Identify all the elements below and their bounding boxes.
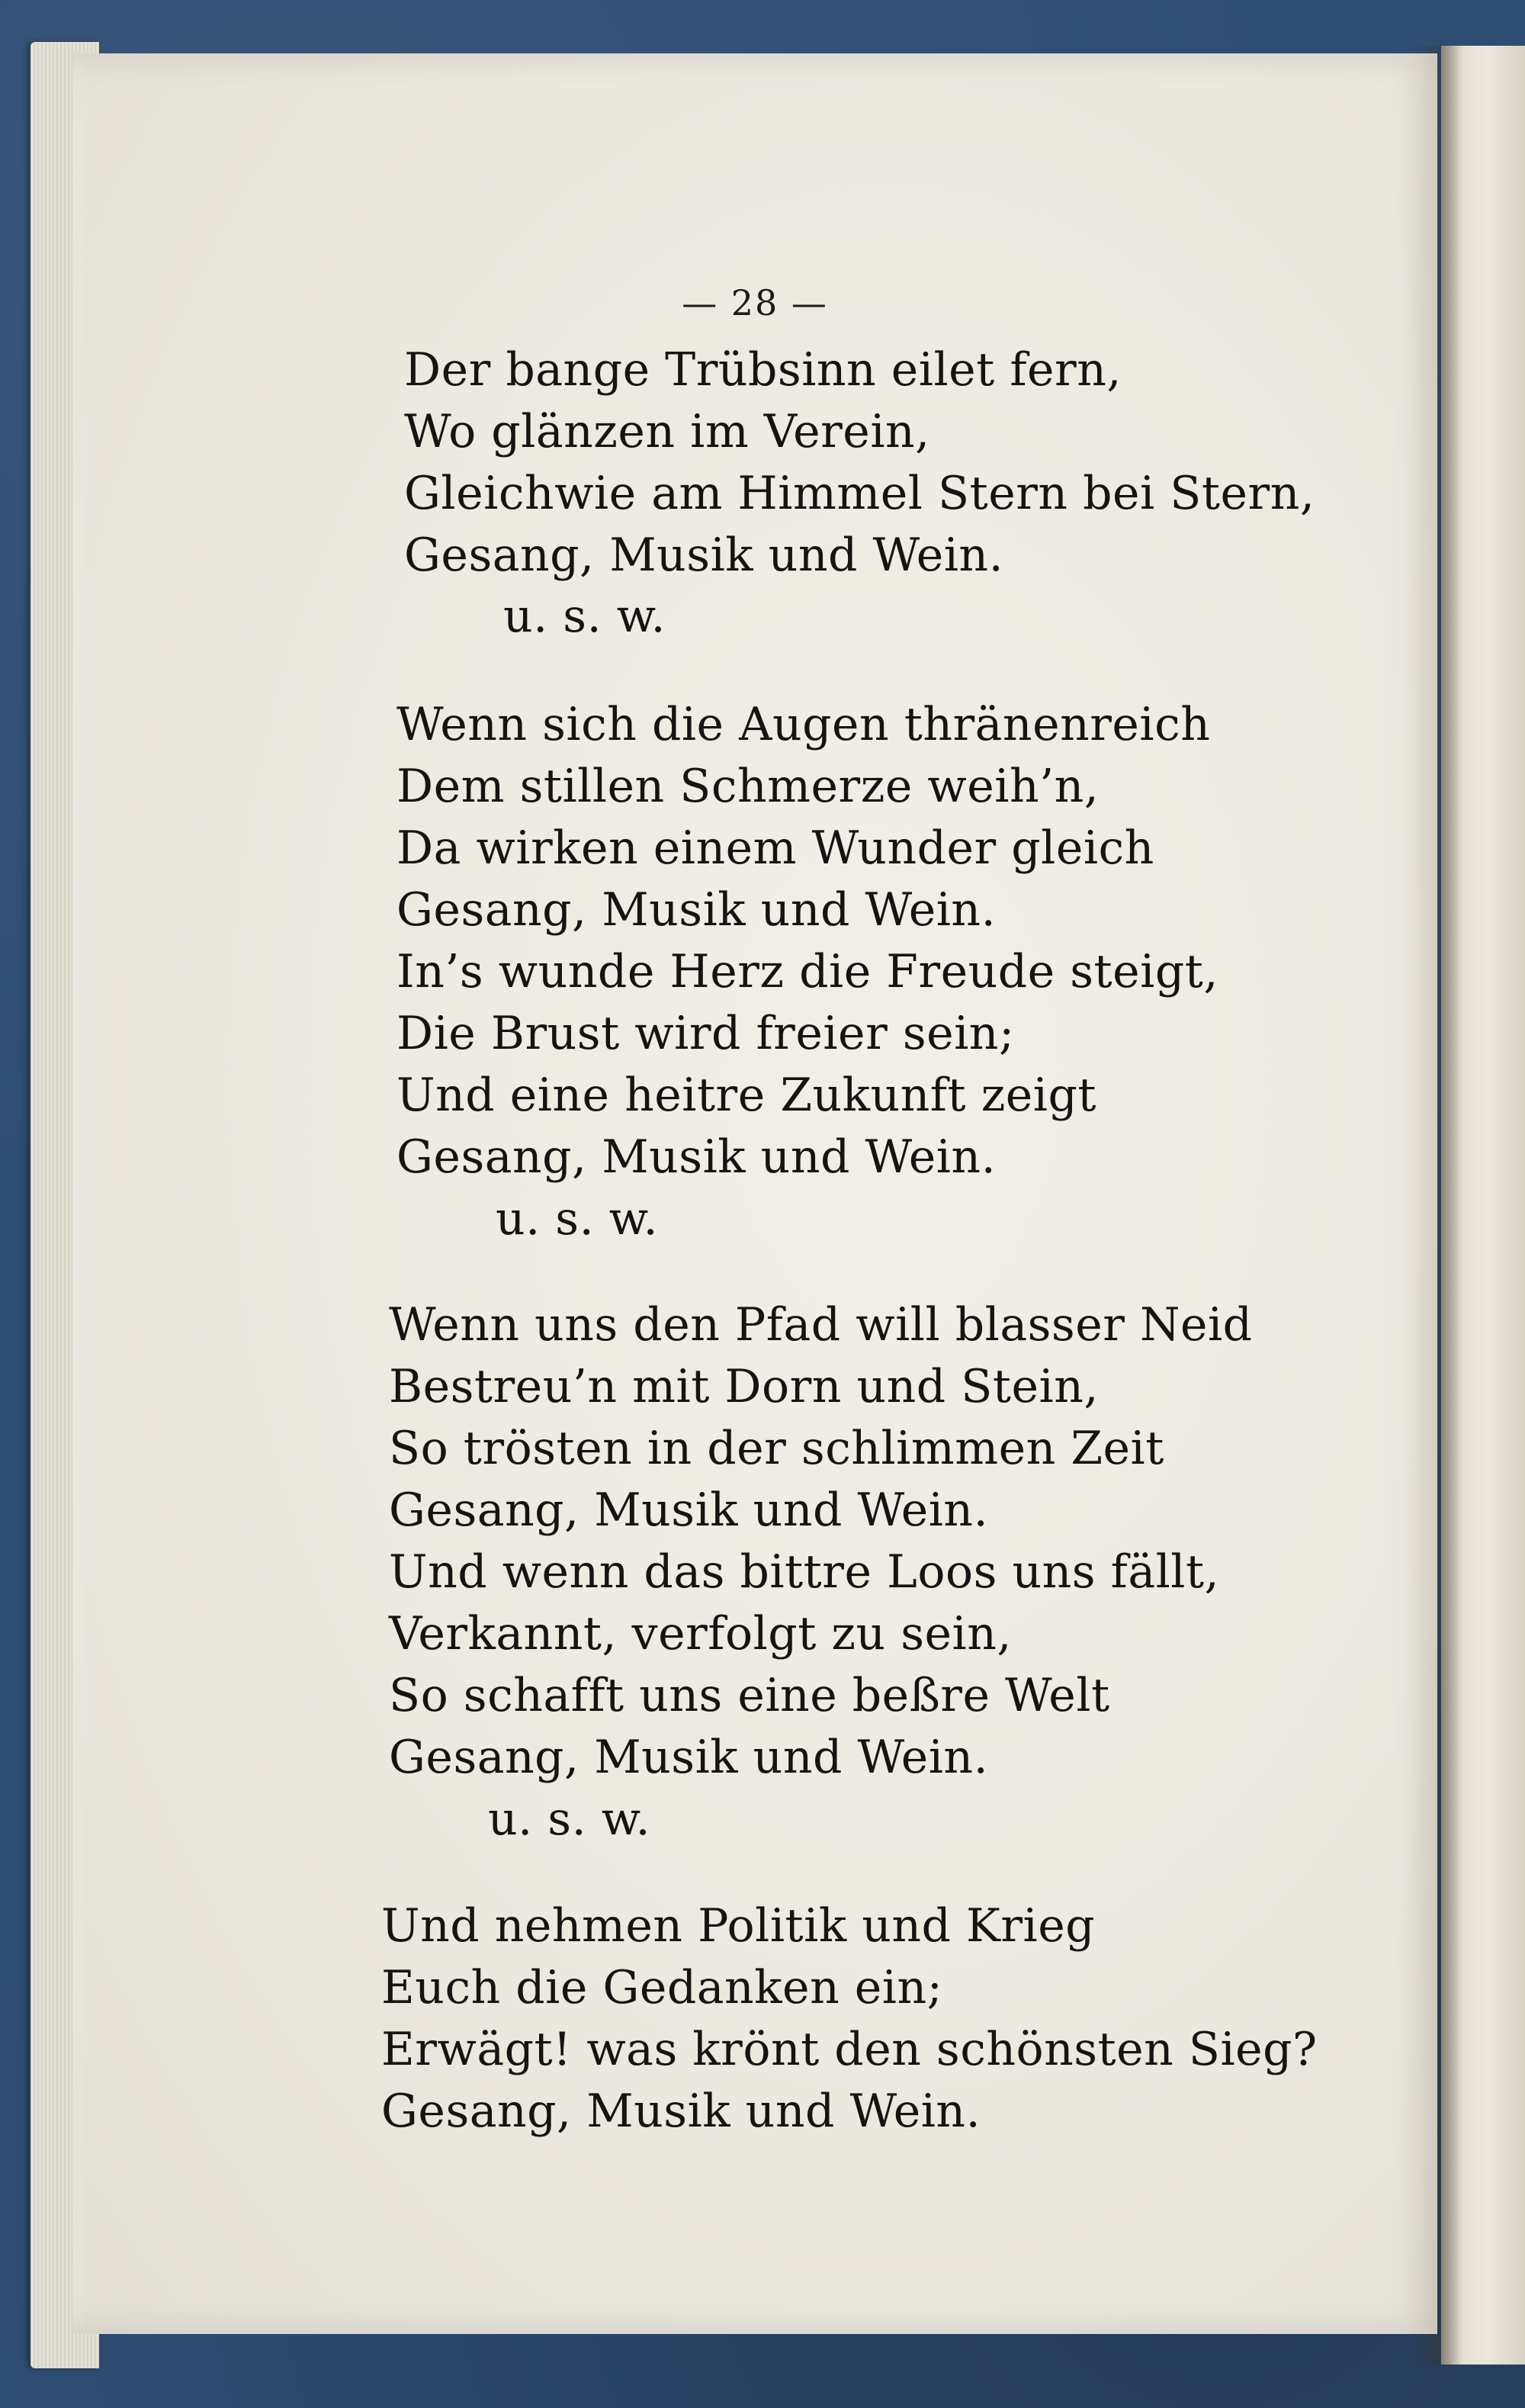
refrain-marker: u. s. w. (503, 590, 666, 643)
verse-line: Gesang, Musik und Wein. (396, 883, 997, 937)
verse-line: Verkannt, verfolgt zu sein, (389, 1607, 1012, 1661)
verse-line: Gesang, Musik und Wein. (396, 1130, 997, 1184)
verse-line: Die Brust wird freier sein; (396, 1007, 1015, 1060)
page-number: — 28 — (682, 282, 828, 323)
verse-line: Und wenn das bittre Loos uns fällt, (389, 1545, 1220, 1599)
verse-line: So trösten in der schlimmen Zeit (389, 1422, 1164, 1475)
verse-line: Gleichwie am Himmel Stern bei Stern, (404, 467, 1315, 520)
verse-line: Euch die Gedanken ein; (381, 1961, 943, 2014)
verse-line: So schafft uns eine beßre Welt (389, 1669, 1110, 1722)
verse-line: Gesang, Musik und Wein. (389, 1484, 989, 1537)
verse-line: Wo glänzen im Verein, (404, 405, 930, 458)
verse-line: Erwägt! was krönt den schönsten Sieg? (381, 2023, 1318, 2076)
verse-line: Wenn sich die Augen thränenreich (396, 698, 1211, 751)
verse-line: Und eine heitre Zukunft zeigt (396, 1069, 1097, 1122)
verse-line: Da wirken einem Wunder gleich (396, 821, 1154, 875)
verse-line: Wenn uns den Pfad will blasser Neid (389, 1298, 1253, 1352)
verse-line: In’s wunde Herz die Freude steigt, (396, 945, 1218, 998)
verse-line: Gesang, Musik und Wein. (389, 1731, 989, 1784)
refrain-marker: u. s. w. (488, 1792, 651, 1846)
verse-line: Bestreu’n mit Dorn und Stein, (389, 1360, 1099, 1413)
book-page (72, 53, 1437, 2334)
refrain-marker: u. s. w. (496, 1192, 659, 1246)
verse-line: Dem stillen Schmerze weih’n, (396, 760, 1100, 813)
verse-line: Und nehmen Politik und Krieg (381, 1899, 1096, 1953)
verse-line: Gesang, Musik und Wein. (381, 2085, 981, 2138)
verse-line: Gesang, Musik und Wein. (404, 529, 1004, 582)
verse-line: Der bange Trübsinn eilet fern, (404, 343, 1122, 397)
